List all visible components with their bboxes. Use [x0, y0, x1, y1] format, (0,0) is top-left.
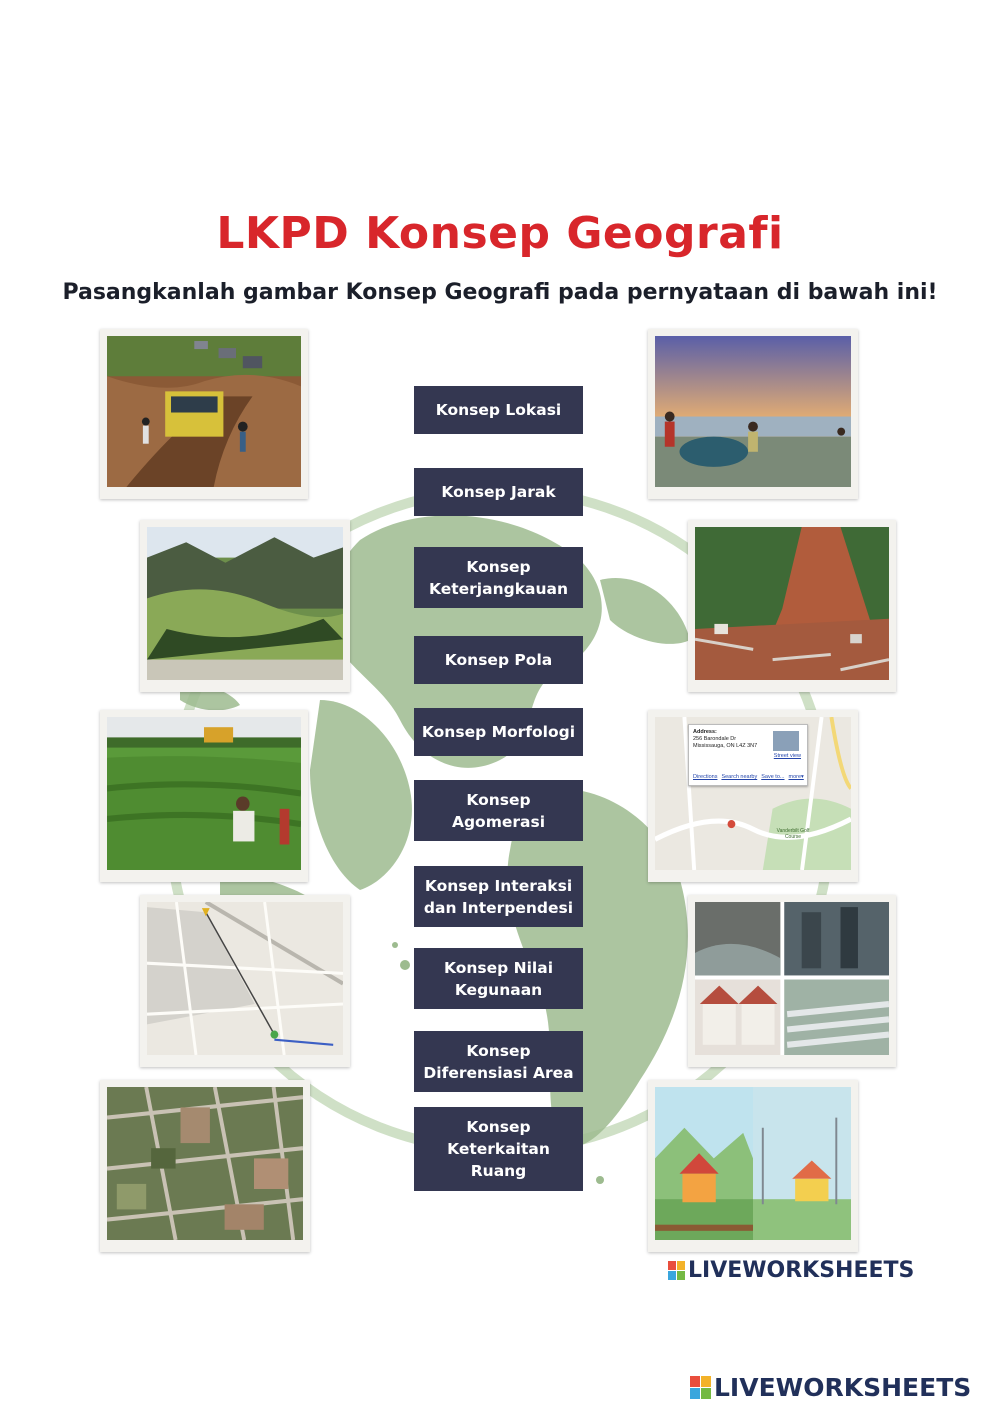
photo-location-map[interactable] [648, 710, 858, 882]
village-city-illustration-image [655, 1087, 851, 1240]
photo-tea-plantation[interactable] [100, 710, 308, 882]
concept-keterkaitan-ruang[interactable]: Konsep Keterkaitan Ruang [414, 1107, 583, 1191]
popup-link-save-to[interactable]: Save to... [761, 774, 785, 780]
liveworksheets-logo-footer-text: LIVEWORKSHEETS [714, 1373, 972, 1402]
street-view-thumbnail[interactable] [773, 731, 799, 751]
muddy-road-image [107, 336, 301, 487]
photo-aerial-settlement[interactable] [100, 1080, 310, 1252]
photo-distance-map[interactable] [140, 895, 350, 1067]
concept-jarak[interactable]: Konsep Jarak [414, 468, 583, 516]
liveworksheets-logo-footer[interactable] [690, 1373, 971, 1402]
concept-lokasi[interactable]: Konsep Lokasi [414, 386, 583, 434]
mountain-valley-image [147, 527, 343, 680]
photo-fishermen-beach[interactable] [648, 329, 858, 499]
popup-link-search-nearby[interactable]: Search nearby [721, 774, 758, 780]
photo-settlement-collage[interactable] [688, 895, 896, 1067]
concept-agomerasi[interactable]: Konsep Agomerasi [414, 780, 583, 841]
concept-diferensiasi-area[interactable]: Konsep Diferensiasi Area [414, 1031, 583, 1092]
popup-link-more[interactable]: more▾ [788, 774, 804, 780]
liveworksheets-logo-inline [668, 1258, 914, 1283]
photo-village-city-illustration[interactable] [648, 1080, 858, 1252]
fishermen-beach-image [655, 336, 851, 487]
popup-link-directions[interactable]: Directions [693, 774, 718, 780]
popup-address-line2: Mississauga, ON L4Z 3N7 [693, 743, 758, 749]
popup-address-label: Address: [693, 729, 717, 735]
aerial-settlement-image [107, 1087, 303, 1240]
golf-course-label: Vanderbilt Golf Course [776, 828, 810, 840]
liveworksheets-logo-text: LIVEWORKSHEETS [688, 1258, 915, 1283]
concept-nilai-kegunaan[interactable]: Konsep Nilai Kegunaan [414, 948, 583, 1009]
concept-pola[interactable]: Konsep Pola [414, 636, 583, 684]
map-info-popup[interactable] [688, 724, 808, 786]
distance-map-image [147, 902, 343, 1055]
concept-morfologi[interactable]: Konsep Morfologi [414, 708, 583, 756]
settlement-collage-image [695, 902, 889, 1055]
concept-interaksi-interpendesi[interactable]: Konsep Interaksi dan Interpendesi [414, 866, 583, 927]
landslide-image [695, 527, 889, 680]
liveworksheets-logo-footer-icon [690, 1376, 711, 1399]
popup-address-line1: 256 Barondale Dr [693, 736, 737, 742]
tea-plantation-image [107, 717, 301, 870]
photo-muddy-road[interactable] [100, 329, 308, 499]
liveworksheets-logo-icon [668, 1261, 685, 1280]
instruction-text: Pasangkanlah gambar Konsep Geografi pada pernyataan di bawah ini! [62, 280, 938, 305]
page-title: LKPD Konsep Geografi [216, 208, 784, 259]
street-view-link[interactable]: Street view [773, 753, 801, 759]
concept-keterjangkauan[interactable]: Konsep Keterjangkauan [414, 547, 583, 608]
photo-landslide[interactable] [688, 520, 896, 692]
photo-mountain-valley[interactable] [140, 520, 350, 692]
